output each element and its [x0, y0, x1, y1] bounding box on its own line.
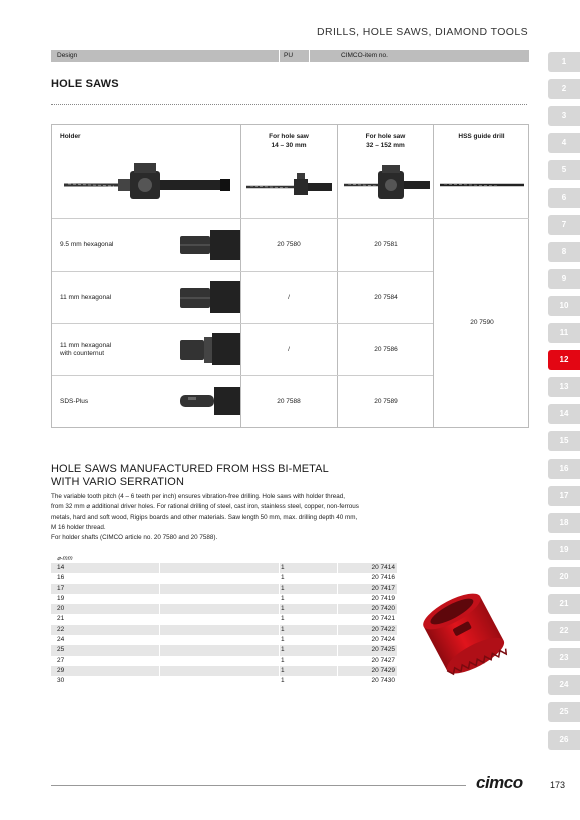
- cell-divider: [159, 604, 160, 614]
- item-number: 20 7429: [371, 666, 395, 674]
- size-row: [51, 573, 397, 583]
- diameter-value: 17: [57, 584, 65, 592]
- column-header-bar: [51, 50, 529, 62]
- table-divider: [52, 271, 433, 272]
- cimco-logo: [476, 773, 523, 793]
- cell-divider: [159, 645, 160, 655]
- product-title-line-1: HOLE SAWS MANUFACTURED FROM HSS BI-METAL: [51, 463, 329, 475]
- hex-shank-image: [176, 279, 240, 315]
- description-line: For holder shafts (CIMCO article no. 20 7580 and 20 7588).: [51, 534, 218, 542]
- row-label-hex-11-counternut: 11 mm hexagonal with counternut: [60, 342, 112, 357]
- small-saw-item: 20 7588: [277, 398, 301, 405]
- column-pu: PU: [284, 52, 294, 59]
- pu-value: 1: [281, 666, 285, 674]
- pu-value: 1: [281, 574, 285, 582]
- pu-value: 1: [281, 636, 285, 644]
- chapter-tab-24[interactable]: 24: [548, 675, 580, 695]
- cell-divider: [159, 656, 160, 666]
- chapter-tab-19[interactable]: 19: [548, 540, 580, 560]
- pu-value: 1: [281, 605, 285, 613]
- cell-divider: [337, 656, 338, 666]
- pu-value: 1: [281, 615, 285, 623]
- cell-divider: [337, 604, 338, 614]
- product-description: [51, 492, 396, 543]
- column-divider: [309, 50, 310, 62]
- table-divider: [337, 125, 338, 427]
- guide-drill-item: 20 7590: [470, 319, 494, 326]
- hex-shank-image: [176, 228, 240, 262]
- cell-divider: [279, 676, 280, 686]
- cell-divider: [337, 614, 338, 624]
- table-divider: [52, 323, 433, 324]
- cell-divider: [159, 573, 160, 583]
- header-guide-drill: HSS guide drill: [458, 133, 505, 140]
- chapter-tab-18[interactable]: 18: [548, 513, 580, 533]
- chapter-tab-13[interactable]: 13: [548, 377, 580, 397]
- item-number: 20 7422: [371, 625, 395, 633]
- row-label-hex-11: 11 mm hexagonal: [60, 294, 112, 301]
- sds-plus-shank-image: [176, 385, 240, 417]
- page-header-title: DRILLS, HOLE SAWS, DIAMOND TOOLS: [317, 26, 528, 38]
- diameter-value: 19: [57, 594, 65, 602]
- chapter-tab-6[interactable]: 6: [548, 188, 580, 208]
- cell-divider: [279, 584, 280, 594]
- chapter-tab-9[interactable]: 9: [548, 269, 580, 289]
- description-line: metals, hard and soft wood, Rigips boards and other materials. Saw length 50 mm, max. drilling depth 40 mm,: [51, 513, 358, 521]
- chapter-tab-7[interactable]: 7: [548, 215, 580, 235]
- guide-drill-image: [438, 179, 526, 191]
- item-number: 20 7416: [371, 574, 395, 582]
- cell-divider: [337, 635, 338, 645]
- size-row: [51, 635, 397, 645]
- small-saw-item: /: [288, 294, 290, 301]
- pu-value: 1: [281, 656, 285, 664]
- cell-divider: [159, 584, 160, 594]
- row-label-sds-plus: SDS-Plus: [60, 398, 89, 405]
- diameter-value: 20: [57, 605, 65, 613]
- cell-divider: [159, 666, 160, 676]
- chapter-tab-10[interactable]: 10: [548, 296, 580, 316]
- size-row: [51, 625, 397, 635]
- cell-divider: [279, 563, 280, 573]
- table-divider: [240, 125, 241, 427]
- cell-divider: [279, 625, 280, 635]
- chapter-tab-11[interactable]: 11: [548, 323, 580, 343]
- large-saw-item: 20 7589: [374, 398, 398, 405]
- column-divider: [279, 50, 280, 62]
- description-line: M 16 holder thread.: [51, 523, 106, 531]
- diameter-value: 25: [57, 646, 65, 654]
- small-saw-item: 20 7580: [277, 241, 301, 248]
- cell-divider: [337, 666, 338, 676]
- column-design: Design: [57, 52, 78, 59]
- table-divider: [433, 125, 434, 427]
- cell-divider: [279, 666, 280, 676]
- table-divider: [52, 218, 433, 219]
- cell-divider: [279, 604, 280, 614]
- chapter-tab-17[interactable]: 17: [548, 486, 580, 506]
- large-saw-item: 20 7584: [374, 294, 398, 301]
- large-arbor-image: [342, 163, 432, 203]
- chapter-tab-22[interactable]: 22: [548, 621, 580, 641]
- cell-divider: [337, 676, 338, 686]
- chapter-tab-2[interactable]: 2: [548, 79, 580, 99]
- pu-value: 1: [281, 625, 285, 633]
- chapter-tab-1[interactable]: 1: [548, 52, 580, 72]
- header-small-saw: For hole saw 14 – 30 mm: [269, 133, 309, 149]
- chapter-tab-21[interactable]: 21: [548, 594, 580, 614]
- chapter-tab-15[interactable]: 15: [548, 431, 580, 451]
- cell-divider: [159, 676, 160, 686]
- size-row: [51, 563, 397, 573]
- cell-divider: [337, 594, 338, 604]
- item-number: 20 7425: [371, 646, 395, 654]
- item-number: 20 7421: [371, 615, 395, 623]
- pu-value: 1: [281, 646, 285, 654]
- cell-divider: [279, 656, 280, 666]
- cell-divider: [279, 573, 280, 583]
- dotted-divider: [51, 104, 527, 105]
- section-title: HOLE SAWS: [51, 78, 119, 90]
- product-title: [51, 463, 329, 489]
- pu-value: 1: [281, 677, 285, 685]
- cell-divider: [337, 573, 338, 583]
- chapter-tab-16[interactable]: 16: [548, 459, 580, 479]
- diameter-value: 22: [57, 625, 65, 633]
- item-number: 20 7427: [371, 656, 395, 664]
- size-row: [51, 594, 397, 604]
- item-number: 20 7424: [371, 636, 395, 644]
- size-row: [51, 666, 397, 676]
- diameter-value: 14: [57, 564, 65, 571]
- item-number: 20 7430: [371, 677, 395, 685]
- pu-value: 1: [281, 594, 285, 602]
- chapter-tab-14[interactable]: 14: [548, 404, 580, 424]
- cell-divider: [279, 614, 280, 624]
- small-saw-item: /: [288, 346, 290, 353]
- description-line: from 32 mm ⌀ additional driver holes. For rational drilling of steel, cast iron, stainless steel, copper, non-ferrous: [51, 503, 359, 511]
- size-row: [51, 645, 397, 655]
- diameter-value: 27: [57, 656, 65, 664]
- chapter-tab-26[interactable]: 26: [548, 730, 580, 750]
- column-item-no: CIMCO-item no.: [341, 52, 388, 59]
- cell-divider: [279, 635, 280, 645]
- cell-divider: [337, 645, 338, 655]
- item-number: 20 7417: [371, 584, 395, 592]
- cell-divider: [159, 614, 160, 624]
- logo-text: cimco: [476, 773, 523, 792]
- item-number: 20 7420: [371, 605, 395, 613]
- diameter-value: 24: [57, 636, 65, 644]
- item-number: 20 7419: [371, 594, 395, 602]
- page-number: 173: [550, 780, 566, 790]
- diameter-value: 30: [57, 677, 65, 685]
- holder-table: [51, 124, 529, 428]
- cell-divider: [279, 645, 280, 655]
- size-row: [51, 676, 397, 686]
- small-arbor-image: [244, 167, 334, 203]
- chapter-tab-3[interactable]: 3: [548, 106, 580, 126]
- diameter-value: 29: [57, 666, 65, 674]
- large-saw-item: 20 7581: [374, 241, 398, 248]
- description-line: The variable tooth pitch (4 – 6 teeth per inch) ensures vibration-free drilling. Hole saws with holder thread,: [51, 493, 346, 500]
- item-number: 20 7414: [371, 564, 395, 571]
- pu-value: 1: [281, 584, 285, 592]
- chapter-tab-23[interactable]: 23: [548, 648, 580, 668]
- diameter-header: ⌀-mm: [57, 556, 73, 562]
- hole-saw-image: [410, 588, 520, 680]
- chapter-tab-4[interactable]: 4: [548, 133, 580, 153]
- chapter-tab-8[interactable]: 8: [548, 242, 580, 262]
- cell-divider: [279, 594, 280, 604]
- table-divider: [52, 375, 433, 376]
- row-label-hex-9-5: 9.5 mm hexagonal: [60, 241, 114, 248]
- cell-divider: [159, 563, 160, 573]
- table-divider: [433, 218, 529, 219]
- diameter-value: 21: [57, 615, 65, 623]
- header-large-saw: For hole saw 32 – 152 mm: [365, 133, 406, 149]
- size-table: [51, 563, 397, 687]
- size-row: [51, 604, 397, 614]
- hex-shank-counternut-image: [176, 331, 240, 367]
- chapter-tab-20[interactable]: 20: [548, 567, 580, 587]
- diameter-value: 16: [57, 574, 65, 582]
- chapter-tab-12[interactable]: 12: [548, 350, 580, 370]
- size-row: [51, 584, 397, 594]
- cell-divider: [337, 563, 338, 573]
- cell-divider: [159, 635, 160, 645]
- pu-value: 1: [281, 564, 285, 571]
- size-row: [51, 614, 397, 624]
- holder-assembly-image: [60, 153, 236, 213]
- chapter-tab-5[interactable]: 5: [548, 160, 580, 180]
- product-title-line-2: WITH VARIO SERRATION: [51, 476, 184, 488]
- cell-divider: [159, 594, 160, 604]
- footer-rule: [51, 785, 466, 786]
- chapter-tab-25[interactable]: 25: [548, 702, 580, 722]
- header-holder: Holder: [60, 133, 81, 140]
- cell-divider: [159, 625, 160, 635]
- size-row: [51, 656, 397, 666]
- cell-divider: [337, 584, 338, 594]
- cell-divider: [337, 625, 338, 635]
- large-saw-item: 20 7586: [374, 346, 398, 353]
